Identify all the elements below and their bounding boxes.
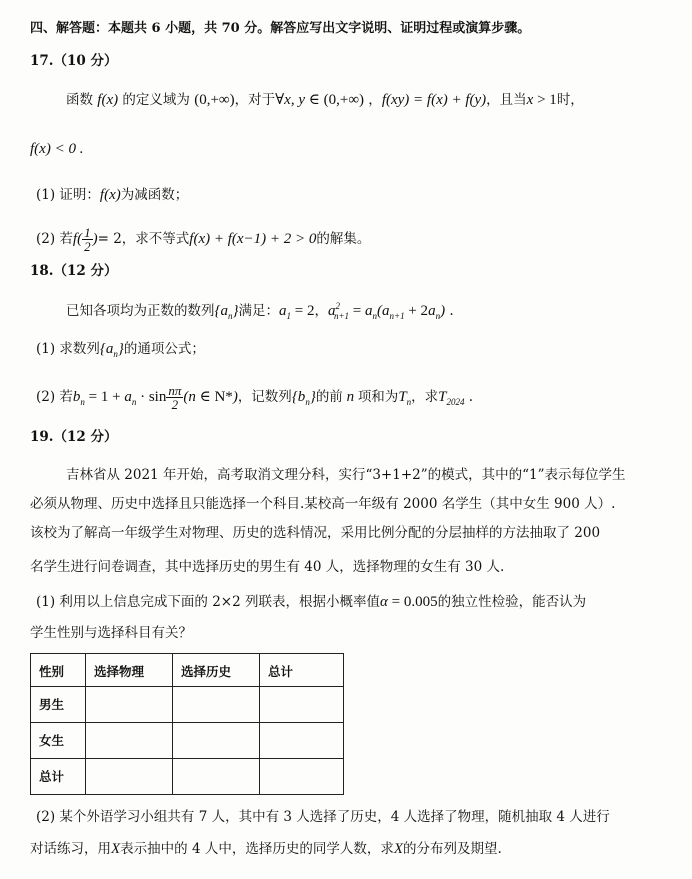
table-cell[interactable] (260, 687, 344, 723)
q19-para-line: 该校为了解高一年级学生对物理、历史的选科情况，采用比例分配的分层抽样的方法抽取了 200 (30, 525, 601, 541)
q17-intro-tail: 时， (556, 92, 584, 108)
q18-part2-end: ，求 (411, 389, 439, 405)
q19-title: 19.（12 分） (30, 429, 118, 445)
q18-part2-prefix: (2) 若 (36, 389, 73, 405)
q19-para-line: 必须从物理、历史中选择且只能选择一个科目.某校高一年级有 2000 名学生（其中女生 900 人）. (30, 496, 616, 512)
q18-part2-mid3: 项和为 (357, 389, 399, 405)
table-row (31, 723, 344, 759)
q19-part1-a: (1) 利用以上信息完成下面的 2×2 列联表，根据小概率值 (36, 594, 380, 610)
q17-intro-forall: ，对于 (234, 92, 276, 108)
q19-part2-a: (2) 某个外语学习小组共有 7 人，其中有 3 人选择了历史，4 人选择了物理，随机抽取 4 人进行 (36, 809, 610, 825)
q17-part1-suffix: 为减函数； (120, 187, 189, 203)
q19-part2-b-mid: 表示抽中的 4 人中，选择历史的同学人数，求 (120, 841, 394, 857)
table-cell[interactable] (86, 723, 173, 759)
q17-part2: (2) 若f( $\frac{1}{2}$ )= 2，求不等式f(x) + f(x−1) + 2 > 0的解集。 (36, 225, 371, 254)
table-cell[interactable] (260, 759, 344, 795)
q18-intro-text: 已知各项均为正数的数列 (66, 303, 215, 319)
q17-part1-prefix: (1) 证明： (36, 187, 100, 203)
q19-part1-b: 的独立性检验，能否认为 (437, 594, 587, 610)
section-header: 四、解答题：本题共 6 小题，共 70 分。解答应写出文字说明、证明过程或演算步骤。 (30, 21, 531, 36)
table-header-cell: 选择物理 (86, 654, 173, 687)
contingency-table (30, 653, 344, 795)
q17-part1 (36, 186, 188, 204)
q18-part1-prefix: (1) 求数列 (36, 341, 100, 357)
table-row-label: 总计 (31, 759, 86, 795)
q18-part2-mid: ，记数列 (237, 389, 292, 405)
q18-part1-suffix: 的通项公式； (123, 341, 205, 357)
q18-part2-mid2: 的前 (315, 389, 343, 405)
q18-intro: 已知各项均为正数的数列$\{a_n\}$满足：$a_1 = 2$，$a^2_{n+1} = a_n(a_{n+1} + 2a_n)$ . (66, 301, 454, 321)
table-header-row (31, 654, 344, 687)
table-cell[interactable] (173, 759, 260, 795)
q17-eq: f(xy) = f(x) + f(y) (381, 92, 487, 108)
q17-title: 17.（10 分） (30, 53, 118, 69)
q17-part1-func: f(x) (99, 187, 121, 203)
q19-part2-b-end: 的分布列及期望. (403, 841, 502, 857)
q17-half: $\frac{1}{2}$ (84, 225, 91, 254)
q17-line2: f(x) < 0 . (30, 141, 84, 157)
table-cell[interactable] (260, 723, 344, 759)
q17-part2-prefix: (2) 若 (36, 231, 73, 247)
table-header-cell: 性别 (31, 654, 86, 687)
q19-para-line: 吉林省从 2021 年开始，高考取消文理分科，实行“3+1+2”的模式，其中的“1”表示每位学生 (66, 467, 626, 483)
table-cell[interactable] (173, 687, 260, 723)
table-cell[interactable] (86, 687, 173, 723)
q17-intro-cond: ，且当 (486, 92, 527, 108)
q19-para-line: 名学生进行问卷调查，其中选择历史的男生有 40 人，选择物理的女生有 30 人. (30, 559, 505, 575)
q18-part2: (2) 若$b_n = 1 + a_n \cdot \sin$ $\frac{n\pi}{2}$ (n ∈ N*)，记数列$\{b_n\}$的前 n 项和为$T_n$，求$T_{2024}$ . (36, 383, 474, 412)
q19-part2-b: 对话练习，用X表示抽中的 4 人中，选择历史的同学人数，求X的分布列及期望. (30, 841, 502, 857)
q17-part2-eq: = 2，求不等式 (97, 231, 190, 247)
q18-intro-mid: 满足： (238, 303, 279, 319)
q19-part1-c: 学生性别与选择科目有关？ (30, 625, 192, 641)
q17-func: f(x) (97, 92, 119, 108)
table-row-label: 男生 (31, 687, 86, 723)
q19-part1: (1) 利用以上信息完成下面的 2×2 列联表，根据小概率值α = 0.005的独立性检验，能否认为 (36, 594, 587, 610)
table-row-label: 女生 (31, 723, 86, 759)
table-row (31, 759, 344, 795)
q17-forall: ∀x, y ∈ (0,+∞) (275, 92, 365, 108)
table-header-cell: 总计 (260, 654, 344, 687)
q17-x-gt: x > 1 (526, 92, 557, 108)
q19-part2-b-pre: 对话练习，用 (30, 841, 111, 857)
table-header-cell: 选择历史 (173, 654, 260, 687)
q17-intro-domain: 的定义域为 (122, 92, 190, 108)
q17-part2-suffix: 的解集。 (316, 231, 371, 247)
table-cell[interactable] (86, 759, 173, 795)
q17-intro: 函数 f(x) 的定义域为 (0,+∞)，对于∀x, y ∈ (0,+∞) ，f(xy) = f(x) + f(y)，且当x > 1时， (66, 92, 584, 108)
q17-domain: (0,+∞) (194, 92, 235, 108)
table-row (31, 687, 344, 723)
q18-part1: (1) 求数列$\{a_n\}$的通项公式； (36, 341, 205, 359)
q18-title: 18.（12 分） (30, 263, 118, 279)
q17-part2-ineq: f(x) + f(x−1) + 2 > 0 (189, 231, 317, 247)
q18-npi-frac: $\frac{n\pi}{2}$ (168, 383, 182, 412)
q17-intro-prefix: 函数 (66, 92, 93, 108)
table-cell[interactable] (173, 723, 260, 759)
